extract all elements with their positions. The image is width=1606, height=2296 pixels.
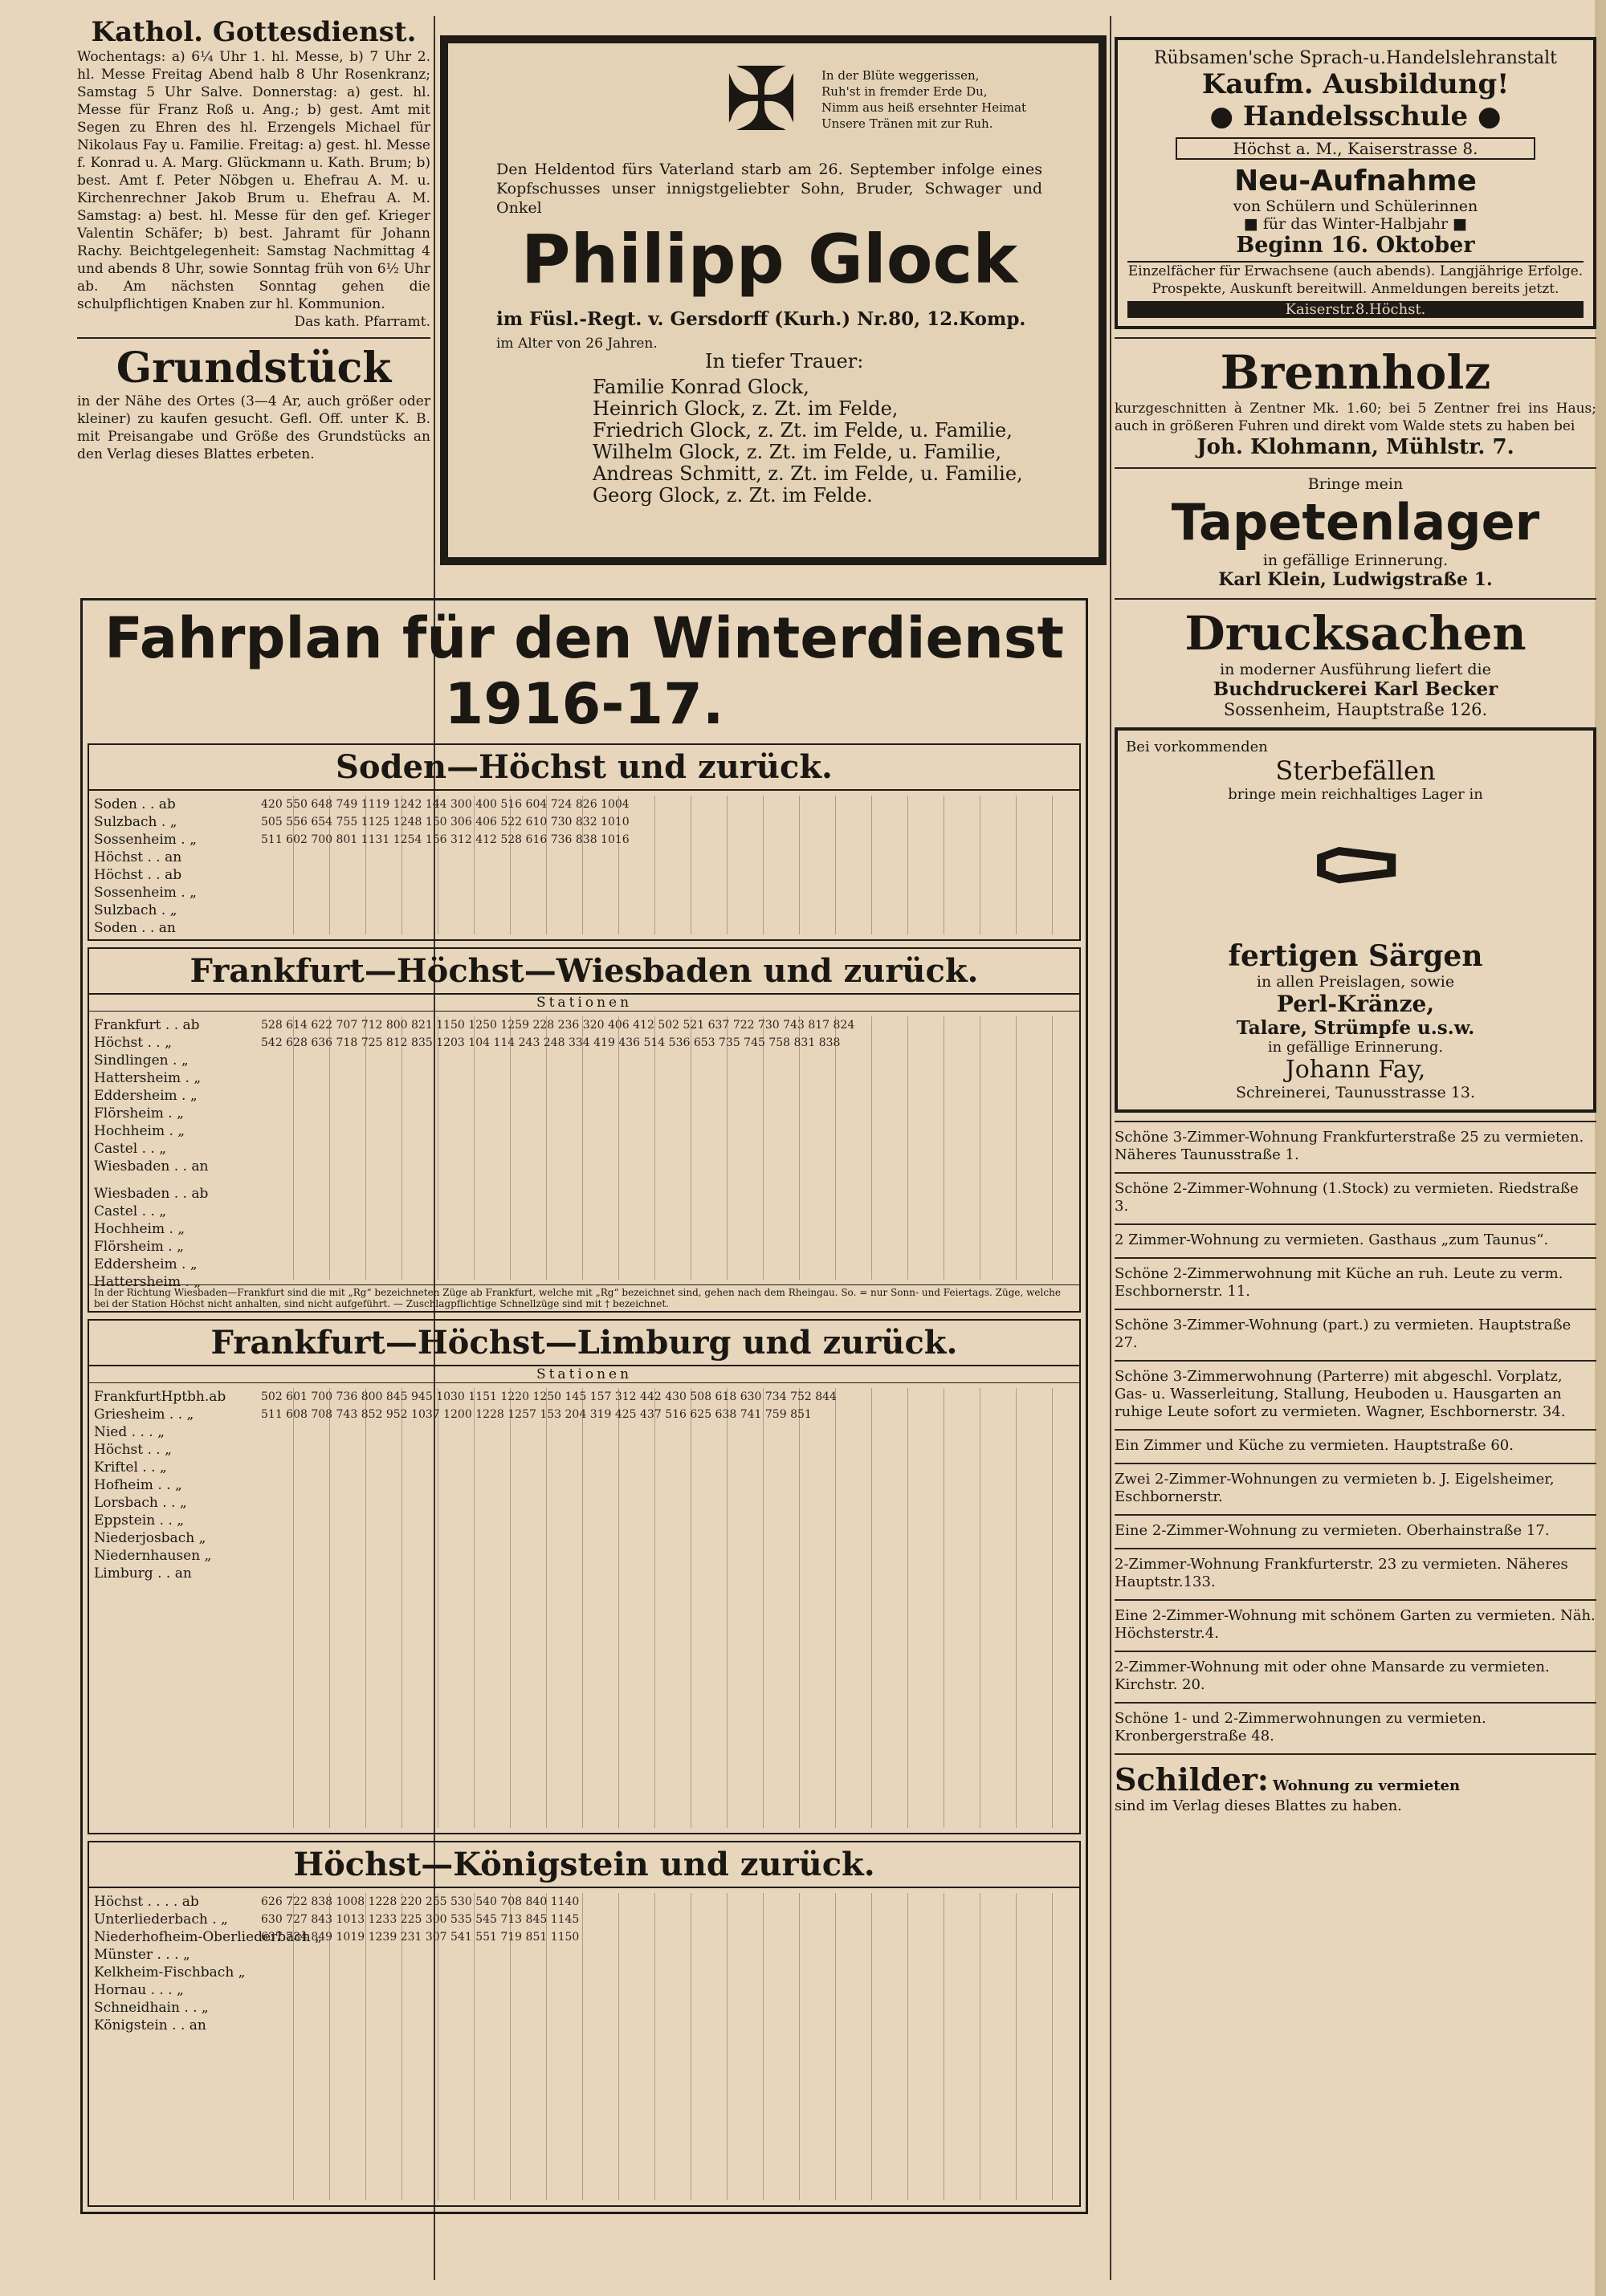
school-head1: Kaufm. Ausbildung!	[1201, 68, 1510, 100]
station: Castel . . „	[94, 1141, 167, 1157]
church-text: Wochentags: a) 6¼ Uhr 1. hl. Messe, b) 7 Uhr 2. hl. Messe Freitag Abend halb 8 Uhr Rosenkranz; Samstag 5 Uhr Salve. Donnerstag: a) gest. hl. Messe für Franz Roß u. Ang.; b) gest. Amt mit Segen zu Ehren des hl. Erzengels Michael für Nikolaus Fay u. Familie. Freitag: a) gest. hl. Messe f. Konrad u. A. Marg. Glückmann u. Kath. Brum; b) best. Amt f. Peter Nöbgen u. Ehefrau A. M. u. Kirchenrechner Jakob Brum u. Ehefrau A. M. Samstag: a) best. hl. Messe für den gef. Krieger Valentin Schäfer; b) best. Jahramt für Johann Rachy. Beichtgelegenheit: Samstag Nachmittag 4 und abends 8 Uhr, sowie Sonntag früh von 6½ Uhr ab. Am nächsten Sonntag gehen die schulpflichtigen Knaben zur hl. Kommunion.	[77, 49, 430, 312]
station: Niedernhausen „	[94, 1548, 212, 1564]
station: Nied . . . „	[94, 1424, 165, 1440]
station: Wiesbaden . . an	[94, 1158, 209, 1174]
section-title: Soden—Höchst und zurück.	[89, 745, 1079, 791]
school-head2: ● Handelsschule ●	[1209, 100, 1502, 132]
station: Niederhofheim-Oberliederbach „	[94, 1929, 322, 1945]
coffin-icon: ⚰	[1304, 801, 1407, 941]
verse-line: Nimm aus heiß ersehnter Heimat	[821, 100, 1027, 115]
wallpaper-seller: Karl Klein, Ludwigstraße 1.	[1218, 569, 1493, 590]
property-title: Grundstück	[116, 344, 392, 393]
classified: 2-Zimmer-Wohnung mit oder ohne Mansarde zu vermieten. Kirchstr. 20.	[1115, 1651, 1596, 1694]
coffin-title: fertigen Särgen	[1228, 939, 1483, 973]
station: Kelkheim-Fischbach „	[94, 1964, 246, 1981]
classified: Schöne 2-Zimmer-Wohnung (1.Stock) zu vermieten. Riedstraße 3.	[1115, 1172, 1596, 1215]
station: Frankfurt . . ab	[94, 1017, 200, 1033]
station: Castel . . „	[94, 1203, 167, 1219]
coffin-address: Schreinerei, Taunusstrasse 13.	[1235, 1084, 1476, 1101]
time-grid	[258, 1388, 1079, 1828]
timetable-headline: Fahrplan für den Winterdienst 1916-17.	[104, 605, 1064, 737]
times: 502 601 700 736 800 845 945 1030 1151 1220 1250 145 157 312 442 430 508 618 630 734 752 844 511 608 708 743 852 952 1037 1200 1228 1257 153 204 319 425 437 516 625 638 741 759 851	[261, 1390, 837, 1421]
print-title: Drucksachen	[1184, 606, 1527, 661]
station: Kriftel . . „	[94, 1459, 167, 1476]
school-start: Beginn 16. Oktober	[1236, 233, 1475, 258]
station: Höchst . . „	[94, 1442, 172, 1458]
mourning-label: In tiefer Trauer:	[705, 350, 864, 372]
station-list	[94, 1016, 208, 1291]
classified: Schöne 3-Zimmerwohnung (Parterre) mit abgeschl. Vorplatz, Gas- u. Wasserleitung, Stallung, Heuboden u. Hausgarten an ruhige Leute sofort zu vermieten. Wagner, Eschbornerstr. 34.	[1115, 1360, 1596, 1421]
deceased-name: Philipp Glock	[520, 220, 1018, 299]
station: Königstein . . an	[94, 2017, 206, 2033]
signs-title: Schilder:	[1115, 1761, 1269, 1797]
coffin-lead2: Sterbefällen	[1275, 755, 1436, 786]
station: Höchst . . ab	[94, 867, 182, 883]
station: Flörsheim . „	[94, 1105, 184, 1122]
classified: Zwei 2-Zimmer-Wohnungen zu vermieten b. J. Eigelsheimer, Eschbornerstr.	[1115, 1463, 1596, 1506]
coffin-ad	[1115, 727, 1596, 1113]
family-member: Georg Glock, z. Zt. im Felde.	[593, 484, 873, 507]
school-address: Höchst a. M., Kaiserstrasse 8.	[1176, 137, 1535, 160]
classified: Eine 2-Zimmer-Wohnung mit schönem Garten zu vermieten. Näh. Höchsterstr.4.	[1115, 1599, 1596, 1643]
family-member: Andreas Schmitt, z. Zt. im Felde, u. Familie,	[593, 462, 1023, 485]
times: 420 550 648 749 1119 1242 144 300 400 516 604 724 826 1004 505 556 654 755 1125 1248 150 306 406 522 610 730 832 1010 511 602 700 801 1131 1254 156 312 412 528 616 736 838 1016	[261, 798, 630, 846]
wallpaper-lead: Bringe mein	[1307, 475, 1404, 493]
station: Soden . . an	[94, 920, 176, 936]
timetable	[80, 598, 1088, 2214]
station: Unterliederbach . „	[94, 1911, 228, 1928]
verse-line: Unsere Tränen mit zur Ruh.	[821, 116, 993, 131]
family-list	[593, 377, 1023, 507]
family-member: Heinrich Glock, z. Zt. im Felde,	[593, 397, 899, 420]
station: Wiesbaden . . ab	[94, 1186, 209, 1202]
station: Limburg . . an	[94, 1565, 192, 1582]
property-text: in der Nähe des Ortes (3—4 Ar, auch größer oder kleiner) zu kaufen gesucht. Gefl. Off. unter K. B. mit Preisangabe und Größe des Grundstücks an den Verlag dieses Blattes erbeten.	[77, 393, 430, 462]
wallpaper-ad	[1115, 467, 1596, 590]
times: 528 614 622 707 712 800 821 1150 1250 1259 228 236 320 406 412 502 521 637 722 730 743 817 824 542 628 636 718 725 812 835 1203 104 114 243 248 334 419 436 514 536 653 735 745 758 831 838	[261, 1019, 855, 1049]
print-ad	[1115, 598, 1596, 719]
church-sign: Das kath. Pfarramt.	[294, 314, 430, 330]
school-name: Rübsamen'sche Sprach-u.Handelslehranstalt	[1153, 48, 1558, 68]
station: Soden . . ab	[94, 796, 176, 812]
right-column	[1115, 16, 1596, 1814]
station: Hochheim . „	[94, 1221, 185, 1237]
station: Eppstein . . „	[94, 1512, 185, 1529]
school-term: ■ für das Winter-Halbjahr ■	[1243, 215, 1468, 233]
paper-edge	[1595, 0, 1606, 2296]
wood-ad	[1115, 337, 1596, 459]
station: Hochheim . „	[94, 1123, 185, 1139]
station: Höchst . . an	[94, 849, 182, 865]
verse-line: In der Blüte weggerissen,	[821, 68, 980, 83]
coffin-wreaths: Perl-Kränze,	[1276, 991, 1435, 1017]
school-footer: Kaiserstr.8.Höchst.	[1127, 301, 1584, 318]
coffin-text2: Talare, Strümpfe u.s.w.	[1236, 1017, 1475, 1039]
coffin-lead1: Bei vorkommenden	[1126, 739, 1268, 755]
station-list	[94, 796, 197, 937]
station: Sossenheim . „	[94, 832, 197, 848]
print-address: Sossenheim, Hauptstraße 126.	[1223, 700, 1488, 719]
classified: Schöne 3-Zimmer-Wohnung Frankfurterstraße 25 zu vermieten. Näheres Taunusstraße 1.	[1115, 1121, 1596, 1164]
station: Flörsheim . „	[94, 1239, 184, 1255]
signs-ad	[1115, 1753, 1596, 1814]
timetable-section	[88, 1841, 1081, 2207]
classified: Ein Zimmer und Küche zu vermieten. Hauptstraße 60.	[1115, 1429, 1596, 1455]
wood-title: Brennholz	[1220, 345, 1491, 400]
school-ad	[1115, 37, 1596, 329]
station: Niederjosbach „	[94, 1530, 206, 1546]
station: Sossenheim . „	[94, 885, 197, 901]
section-title: Frankfurt—Höchst—Limburg und zurück.	[89, 1321, 1079, 1366]
station: Münster . . . „	[94, 1947, 190, 1963]
station: Hornau . . . „	[94, 1982, 184, 1998]
station: Griesheim . . „	[94, 1407, 194, 1423]
print-seller: Buchdruckerei Karl Becker	[1213, 678, 1498, 700]
left-column	[77, 16, 430, 463]
timetable-note: In der Richtung Wiesbaden—Frankfurt sind die mit „Rg“ bezeichneten Züge ab Frankfurt, welche mit „Rg“ bezeichnet sind, gehen nach dem Rheingau. So. = nur Sonn- und Feiertags. Züge, welche bei der Station Höchst nicht anhalten, sind nicht aufgeführt. — Zuschlagpflichtige Schnellzüge sind mit † bezeichnet.	[89, 1284, 1079, 1311]
station: Hattersheim . „	[94, 1070, 202, 1086]
wallpaper-title: Tapetenlager	[1171, 493, 1540, 552]
classified: 2-Zimmer-Wohnung Frankfurterstr. 23 zu vermieten. Näheres Hauptstr.133.	[1115, 1548, 1596, 1591]
coffin-seller: Johann Fay,	[1285, 1056, 1426, 1084]
station: Eddersheim . „	[94, 1088, 198, 1104]
classifieds	[1115, 1121, 1596, 1745]
station: Sulzbach . „	[94, 902, 177, 918]
station: Hattersheim . „	[94, 1274, 202, 1290]
classified: 2 Zimmer-Wohnung zu vermieten. Gasthaus „zum Taunus“.	[1115, 1223, 1596, 1249]
stations-header: Stationen	[89, 1366, 1079, 1383]
family-member: Wilhelm Glock, z. Zt. im Felde, u. Familie,	[593, 441, 1002, 463]
classified: Schöne 3-Zimmer-Wohnung (part.) zu vermieten. Hauptstraße 27.	[1115, 1309, 1596, 1352]
iron-cross-icon: ✠	[724, 48, 799, 151]
wood-seller: Joh. Klohmann, Mühlstr. 7.	[1196, 435, 1514, 459]
section-title: Frankfurt—Höchst—Wiesbaden und zurück.	[89, 949, 1079, 995]
obituary	[440, 35, 1107, 581]
wood-text: kurzgeschnitten à Zentner Mk. 1.60; bei 5 Zentner frei ins Haus; auch in größeren Fuhren und direkt vom Walde stets zu haben bei	[1115, 401, 1596, 434]
wallpaper-text: in gefällige Erinnerung.	[1262, 552, 1449, 569]
station: Hofheim . . „	[94, 1477, 182, 1493]
coffin-text1: in allen Preislagen, sowie	[1256, 973, 1455, 991]
section-title: Höchst—Königstein und zurück.	[89, 1842, 1079, 1888]
obituary-intro: Den Heldentod fürs Vaterland starb am 26. September infolge eines Kopfschusses unser innigstgeliebter Sohn, Bruder, Schwager und Onkel	[496, 161, 1042, 217]
coffin-text3: in gefällige Erinnerung.	[1267, 1039, 1444, 1056]
time-grid	[258, 1016, 1079, 1280]
church-title: Kathol. Gottesdienst.	[91, 16, 417, 48]
station: Höchst . . . . ab	[94, 1894, 199, 1910]
signs-text2: sind im Verlag dieses Blattes zu haben.	[1115, 1797, 1402, 1814]
coffin-lead3: bringe mein reichhaltiges Lager in	[1228, 786, 1483, 803]
station: Schneidhain . . „	[94, 2000, 209, 2016]
column-rule-right	[1110, 16, 1111, 2280]
print-text: in moderner Ausführung liefert die	[1220, 661, 1491, 678]
station: Sindlingen . „	[94, 1052, 189, 1069]
signs-text1: Wohnung zu vermieten	[1272, 1777, 1461, 1794]
stations-header: Stationen	[89, 995, 1079, 1012]
timetable-section	[88, 743, 1081, 941]
classified: Schöne 1- und 2-Zimmerwohnungen zu vermieten. Kronbergerstraße 48.	[1115, 1702, 1596, 1745]
family-member: Familie Konrad Glock,	[593, 376, 809, 398]
station: Lorsbach . . „	[94, 1495, 187, 1511]
school-sub: von Schülern und Schülerinnen	[1233, 197, 1478, 215]
deceased-unit: im Füsl.-Regt. v. Gersdorff (Kurh.) Nr.80, 12.Komp.	[496, 308, 1026, 330]
classified: Eine 2-Zimmer-Wohnung zu vermieten. Oberhainstraße 17.	[1115, 1514, 1596, 1540]
classified: Schöne 2-Zimmerwohnung mit Küche an ruh. Leute zu verm. Eschbornerstr. 11.	[1115, 1257, 1596, 1301]
timetable-section	[88, 947, 1081, 1313]
verse	[821, 67, 1026, 132]
timetable-section	[88, 1319, 1081, 1834]
times: 626 722 838 1008 1228 220 255 530 540 708 840 1140 630 727 843 1013 1233 225 300 535 545 713 845 1145 637 734 849 1019 1239 231 307 541 551 719 851 1150	[261, 1895, 580, 1944]
station: Sulzbach . „	[94, 814, 177, 830]
station: Eddersheim . „	[94, 1256, 198, 1272]
station: Höchst . . „	[94, 1035, 172, 1051]
verse-line: Ruh'st in fremder Erde Du,	[821, 84, 988, 99]
school-new: Neu-Aufnahme	[1234, 165, 1477, 197]
property-ad	[77, 337, 430, 463]
school-extra: Einzelfächer für Erwachsene (auch abends). Langjährige Erfolge. Prospekte, Auskunft bereitwill. Anmeldungen bereits jetzt.	[1127, 261, 1584, 298]
station: FrankfurtHptbh.ab	[94, 1389, 226, 1405]
deceased-age: im Alter von 26 Jahren.	[496, 336, 658, 352]
family-member: Friedrich Glock, z. Zt. im Felde, u. Familie,	[593, 419, 1013, 442]
station-list	[94, 1388, 226, 1582]
